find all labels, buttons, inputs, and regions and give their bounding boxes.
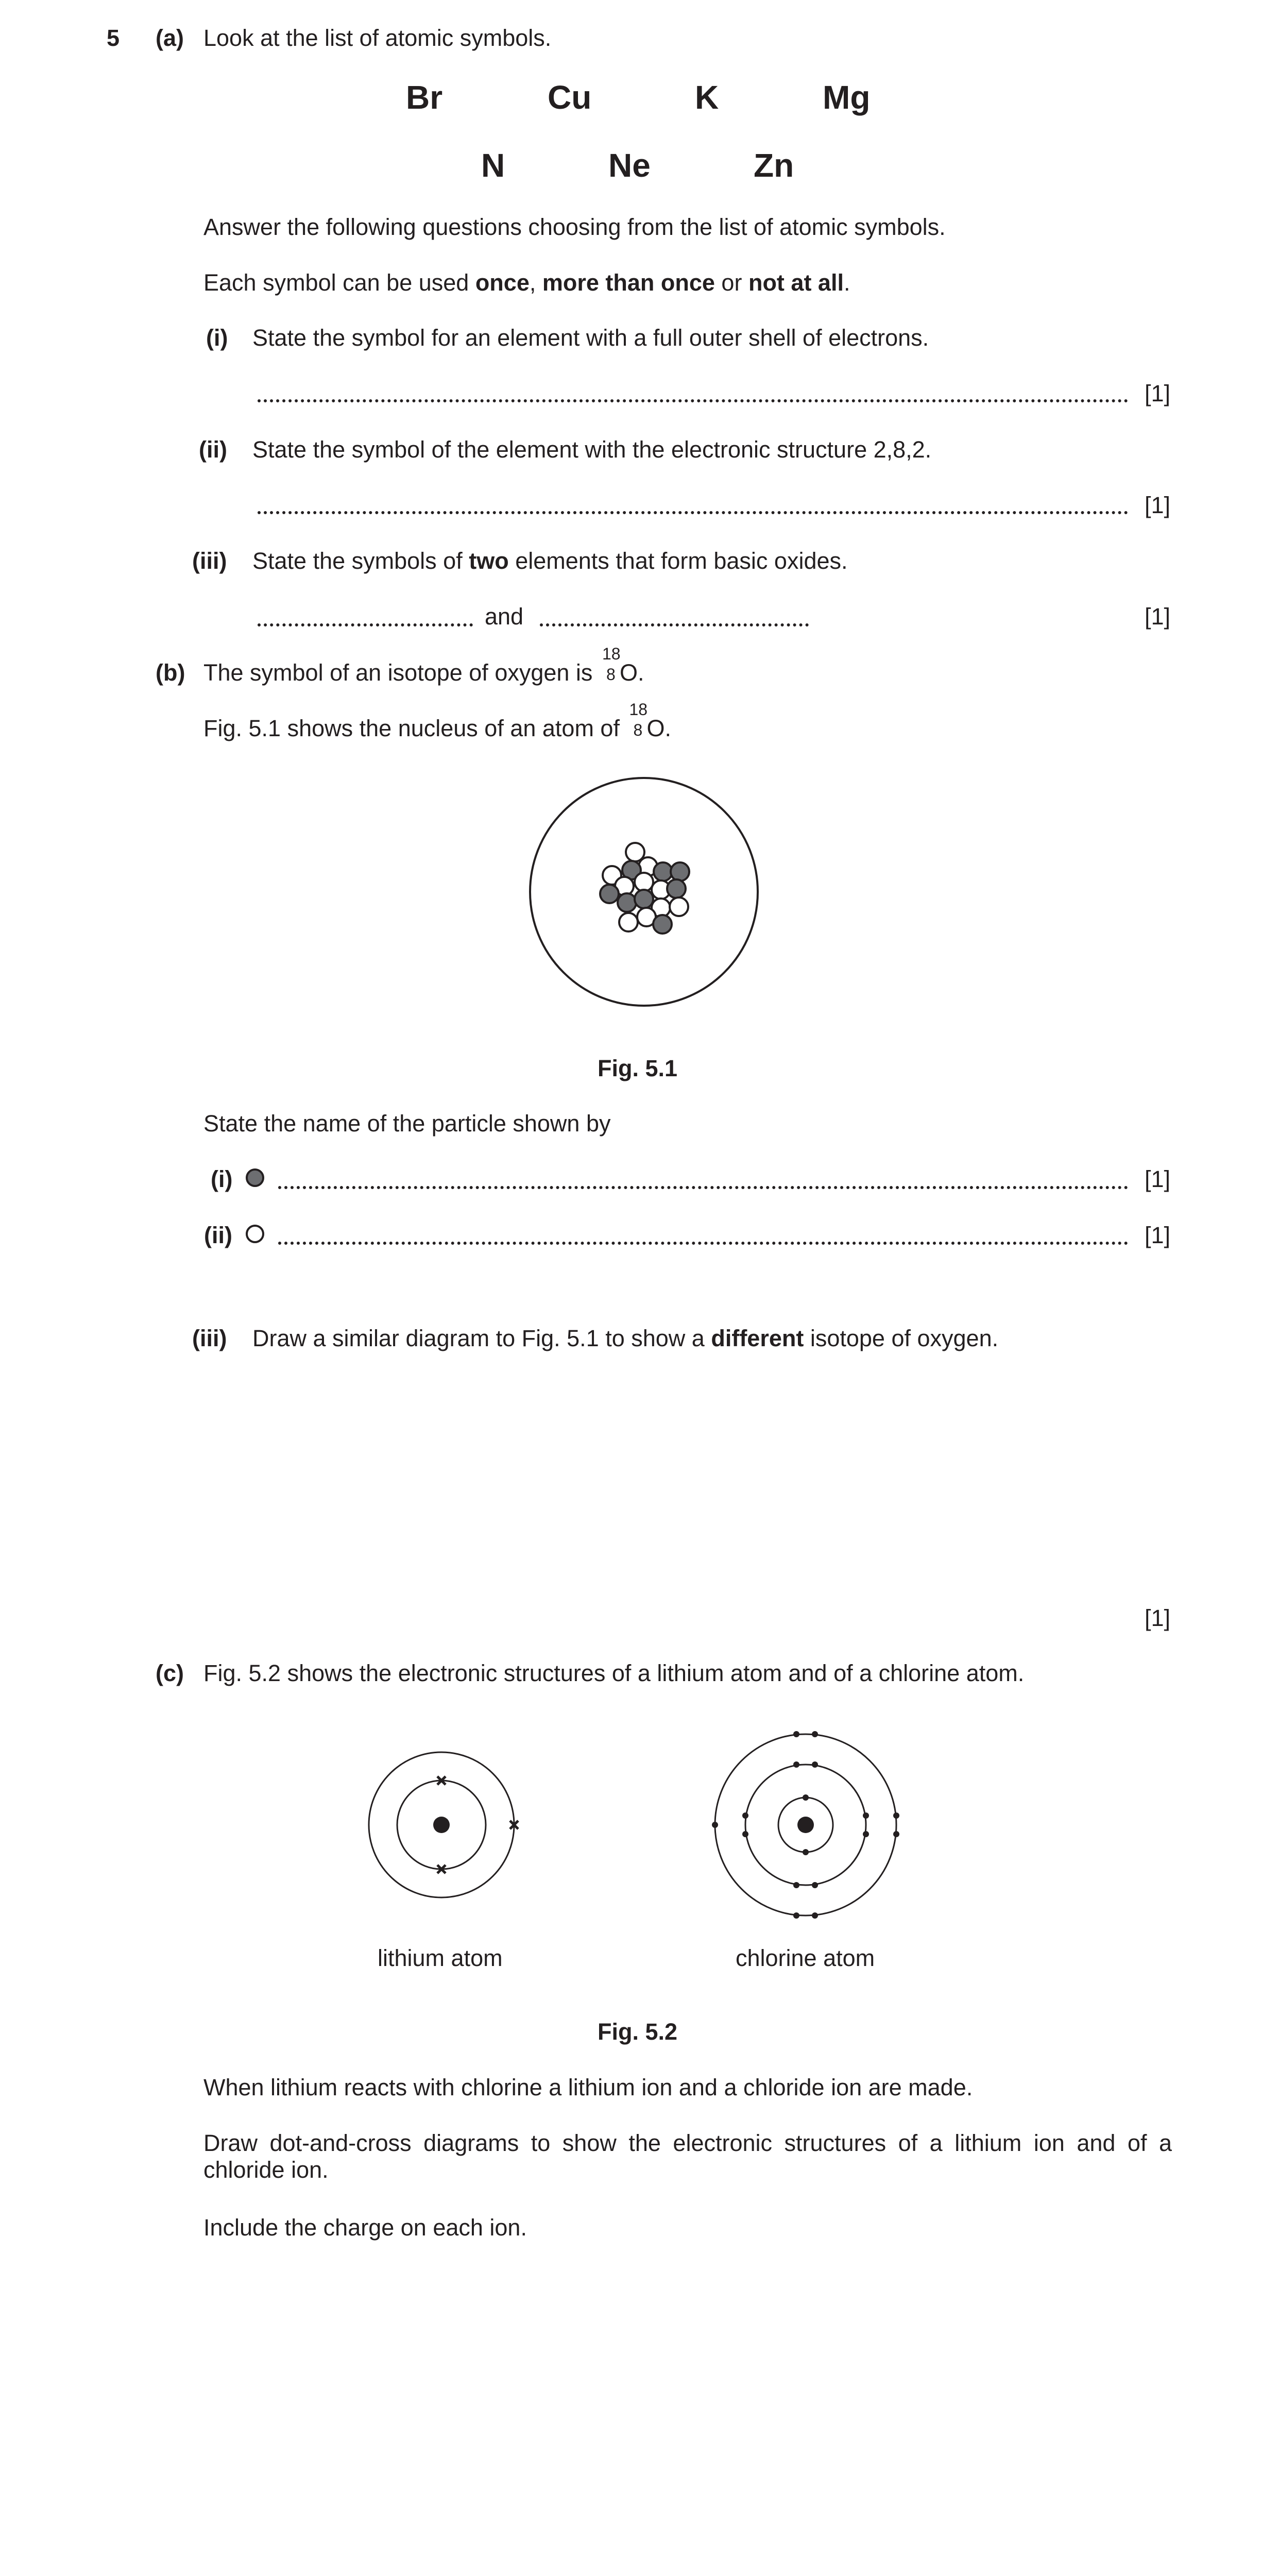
- electron-dot: [812, 1761, 818, 1768]
- symbol-k: K: [695, 79, 719, 116]
- electron-dot: [893, 1812, 899, 1819]
- neutron: [619, 913, 638, 931]
- lithium-nucleus: [433, 1817, 450, 1833]
- part-b-label: (b): [156, 659, 185, 686]
- electron-dot: [803, 1849, 809, 1855]
- symbol-ne: Ne: [608, 147, 651, 184]
- electron-dot: [812, 1912, 818, 1919]
- symbol-zn: Zn: [754, 147, 794, 184]
- part-c-para2: Draw dot-and-cross diagrams to show the electronic structures of a lithium ion and of a chloride ion.: [203, 2130, 1172, 2183]
- symbol-br: Br: [406, 79, 443, 116]
- electron-dot: [742, 1812, 748, 1819]
- isotope-atomic-number: 8: [606, 665, 616, 684]
- symbol-mg: Mg: [823, 79, 871, 116]
- answer-line-b-ii[interactable]: [278, 1242, 1128, 1245]
- part-a-iii-text-post: elements that form basic oxides.: [508, 548, 848, 574]
- marks-a-iii: [1]: [1145, 603, 1171, 630]
- isotope-element-2: O: [646, 715, 665, 741]
- part-b-line2-pre: Fig. 5.1 shows the nucleus of an atom of: [203, 715, 626, 741]
- chlorine-nucleus: [797, 1817, 814, 1833]
- usage-not: not at all: [748, 269, 844, 296]
- part-b-iii-text: [252, 1325, 998, 1352]
- electron-dot: [812, 1882, 818, 1888]
- proton: [600, 885, 619, 903]
- part-a-i-label: (i): [206, 325, 228, 351]
- electron-dot: [803, 1794, 809, 1801]
- electron-dot: [863, 1831, 869, 1837]
- proton: [618, 893, 636, 912]
- marks-a-ii: [1]: [1145, 492, 1171, 518]
- isotope-element: O: [619, 659, 638, 686]
- usage-once: once: [475, 269, 530, 296]
- electron-dot: [712, 1822, 718, 1828]
- proton: [635, 890, 653, 908]
- electron-dot: [793, 1761, 799, 1768]
- fig-5-2-caption: Fig. 5.2: [598, 2019, 678, 2045]
- white-particle-icon: [245, 1224, 265, 1244]
- part-a-iii-label: (iii): [192, 548, 227, 574]
- isotope-mass-number: 18: [602, 645, 621, 663]
- proton: [667, 879, 686, 898]
- electron-dot: [893, 1831, 899, 1837]
- usage-sep1: ,: [529, 269, 542, 296]
- usage-prefix: Each symbol can be used: [203, 269, 475, 296]
- part-b-line1-pre: The symbol of an isotope of oxygen is: [203, 659, 599, 686]
- lithium-atom-label: lithium atom: [378, 1945, 503, 1971]
- part-b-iii-text-bold: different: [711, 1325, 804, 1351]
- part-b-iii-label: (iii): [192, 1325, 227, 1351]
- part-a-instruction: Answer the following questions choosing from the list of atomic symbols.: [203, 214, 946, 240]
- neutron: [635, 873, 653, 891]
- electron-dot: [812, 1731, 818, 1737]
- marks-b-i: [1]: [1145, 1166, 1171, 1192]
- part-a-ii-text: State the symbol of the element with the electronic structure 2,8,2.: [252, 436, 932, 463]
- symbol-cu: Cu: [548, 79, 592, 116]
- proton: [671, 862, 689, 881]
- part-a-ii-label: (ii): [199, 436, 227, 463]
- fig-5-1-caption: Fig. 5.1: [598, 1055, 678, 1081]
- chlorine-atom-diagram: [712, 1731, 899, 1919]
- line2-period: .: [664, 715, 671, 741]
- part-a-label: (a): [156, 25, 184, 51]
- electron-dot: [793, 1731, 799, 1737]
- answer-line-b-i[interactable]: [278, 1186, 1128, 1189]
- neutron: [670, 897, 688, 916]
- fig-5-1-nucleus-diagram: [0, 0, 1278, 1030]
- chlorine-atom-label: chlorine atom: [736, 1945, 875, 1971]
- marks-b-ii: [1]: [1145, 1222, 1171, 1248]
- part-c-label: (c): [156, 1660, 184, 1686]
- fig-5-2-diagram: [0, 1700, 1278, 1958]
- shaded-particle-icon: [245, 1167, 265, 1188]
- usage-more: more than once: [542, 269, 715, 296]
- usage-sep2: or: [714, 269, 748, 296]
- proton: [654, 862, 672, 881]
- electron-dot: [863, 1812, 869, 1819]
- part-b-ii-label: (ii): [204, 1222, 232, 1248]
- electron-dot: [793, 1912, 799, 1919]
- part-a-iii-text-pre: State the symbols of: [252, 548, 469, 574]
- line1-period: .: [637, 659, 644, 686]
- part-a-iii-text-bold: two: [469, 548, 509, 574]
- marks-b-iii: [1]: [1145, 1605, 1171, 1631]
- marks-a-i: [1]: [1145, 380, 1171, 406]
- electron-dot: [742, 1831, 748, 1837]
- isotope-mass-number-2: 18: [629, 700, 648, 719]
- proton: [653, 915, 672, 934]
- usage-end: .: [843, 269, 850, 296]
- part-c-para3: Include the charge on each ion.: [203, 2214, 527, 2241]
- and-word: and: [485, 603, 524, 630]
- part-a-i-text: State the symbol for an element with a full outer shell of electrons.: [252, 325, 929, 351]
- part-a-intro: Look at the list of atomic symbols.: [203, 25, 552, 51]
- lithium-atom-diagram: [369, 1752, 518, 1897]
- part-b-i-label: (i): [211, 1166, 233, 1192]
- symbol-n: N: [481, 147, 505, 184]
- question-number: 5: [107, 25, 120, 51]
- part-c-intro: Fig. 5.2 shows the electronic structures of a lithium atom and of a chlorine atom.: [203, 1660, 1025, 1686]
- electron-dot: [793, 1882, 799, 1888]
- part-b-iii-text-post: isotope of oxygen.: [804, 1325, 999, 1351]
- nucleus: [600, 843, 689, 934]
- drawing-area-b-iii[interactable]: [258, 1370, 1133, 1587]
- drawing-area-c[interactable]: [258, 2267, 1133, 2576]
- part-b-state-prompt: State the name of the particle shown by: [203, 1110, 611, 1137]
- part-c-para1: When lithium reacts with chlorine a lithium ion and a chloride ion are made.: [203, 2074, 973, 2100]
- isotope-atomic-number-2: 8: [633, 721, 643, 739]
- part-b-iii-text-pre: Draw a similar diagram to Fig. 5.1 to show a: [252, 1325, 711, 1351]
